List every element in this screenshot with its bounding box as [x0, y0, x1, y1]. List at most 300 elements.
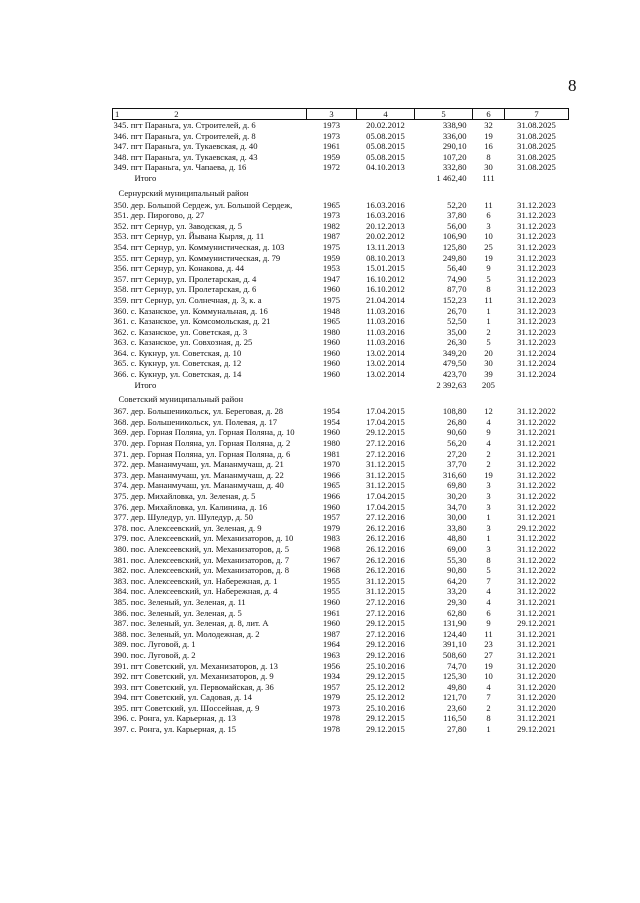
area-cell: 33,20 — [447, 586, 467, 597]
column-number: 7 — [505, 109, 569, 120]
count-cell: 6 — [486, 210, 491, 221]
end-date-cell: 31.12.2023 — [517, 241, 556, 252]
count-cell: 4 — [486, 596, 491, 607]
count-cell: 30 — [484, 358, 493, 369]
table-row — [113, 348, 569, 359]
table-row — [113, 162, 569, 173]
year-cell: 1960 — [322, 347, 341, 358]
count-cell: 11 — [484, 199, 493, 210]
table-row — [113, 358, 569, 369]
area-cell: 332,80 — [442, 162, 467, 173]
end-date-cell: 31.12.2023 — [517, 273, 556, 284]
date-cell: 15.01.2015 — [366, 263, 405, 274]
address-cell: 348. пгт Параньга, ул. Тукаевская, д. 43 — [113, 151, 258, 162]
end-date-cell: 31.12.2023 — [517, 210, 556, 221]
end-date-cell: 31.12.2023 — [517, 337, 556, 348]
address-cell: 373. дер. Мананмучаш, ул. Мананмучаш, д. 22 — [113, 469, 284, 480]
year-cell: 1967 — [322, 554, 341, 565]
table-row — [113, 597, 569, 608]
table-row — [113, 221, 569, 232]
area-cell: 29,30 — [447, 596, 467, 607]
table-row — [113, 565, 569, 576]
date-cell: 25.12.2012 — [366, 692, 405, 703]
address-cell: 377. дер. Шуледур, ул. Шуледур, д. 50 — [113, 512, 253, 523]
table-row — [113, 449, 569, 460]
area-cell: 391,10 — [442, 639, 467, 650]
area-cell: 508,60 — [442, 649, 467, 660]
date-cell: 31.12.2015 — [366, 469, 405, 480]
year-cell: 1965 — [322, 316, 341, 327]
table-row — [113, 274, 569, 285]
region-heading-row — [113, 184, 569, 200]
address-cell: Итого — [134, 379, 157, 390]
count-cell: 3 — [486, 480, 491, 491]
date-cell: 04.10.2013 — [366, 162, 405, 173]
area-cell: 106,90 — [442, 231, 467, 242]
area-cell: 23,60 — [447, 702, 467, 713]
date-cell: 05.08.2015 — [366, 130, 405, 141]
count-cell: 4 — [486, 438, 491, 449]
date-cell: 25.10.2016 — [366, 660, 405, 671]
table-row — [113, 629, 569, 640]
date-cell: 13.02.2014 — [366, 358, 405, 369]
count-cell: 2 — [486, 448, 491, 459]
area-cell: 48,80 — [447, 533, 467, 544]
table-row — [113, 692, 569, 703]
end-date-cell: 31.12.2021 — [517, 596, 556, 607]
date-cell: 26.12.2016 — [366, 522, 405, 533]
count-cell: 3 — [486, 522, 491, 533]
end-date-cell: 31.12.2024 — [517, 369, 556, 380]
end-date-cell: 31.12.2022 — [517, 406, 556, 417]
count-cell: 8 — [486, 554, 491, 565]
date-cell: 27.12.2016 — [366, 438, 405, 449]
date-cell: 17.04.2015 — [366, 406, 405, 417]
count-cell: 2 — [486, 702, 491, 713]
year-cell: 1954 — [322, 406, 341, 417]
count-cell: 16 — [484, 141, 493, 152]
column-number: 5 — [415, 109, 473, 120]
address-cell: 384. пос. Алексеевский, ул. Набережная, д. 4 — [113, 586, 278, 597]
table-row — [113, 141, 569, 152]
address-cell: 359. пгт Сернур, ул. Солнечная, д. 3, к. а — [113, 294, 262, 305]
end-date-cell: 31.12.2021 — [517, 713, 556, 724]
date-cell: 20.02.2012 — [366, 231, 405, 242]
address-cell: 380. пос. Алексеевский, ул. Механизаторов, д. 5 — [113, 543, 289, 554]
table-row — [113, 200, 569, 211]
year-cell: 1972 — [322, 162, 341, 173]
date-cell: 27.12.2016 — [366, 607, 405, 618]
address-cell: 374. дер. Мананмучаш, ул. Мананмучаш, д. 40 — [113, 480, 284, 491]
end-date-cell: 31.12.2022 — [517, 469, 556, 480]
end-date-cell: 31.12.2022 — [517, 575, 556, 586]
year-cell: 1979 — [322, 522, 341, 533]
year-cell: 1960 — [322, 596, 341, 607]
date-cell: 26.12.2016 — [366, 533, 405, 544]
table-row — [113, 459, 569, 470]
page-number: 8 — [568, 76, 577, 95]
year-cell: 1965 — [322, 480, 341, 491]
count-cell: 12 — [484, 406, 493, 417]
year-cell: 1960 — [322, 358, 341, 369]
table-row — [113, 533, 569, 544]
end-date-cell: 31.12.2020 — [517, 702, 556, 713]
date-cell: 26.12.2016 — [366, 565, 405, 576]
address-cell: 375. дер. Михайловка, ул. Зеленая, д. 5 — [113, 491, 256, 501]
area-cell: 87,70 — [447, 284, 467, 295]
end-date-cell: 31.12.2022 — [517, 533, 556, 544]
date-cell: 11.03.2016 — [366, 316, 405, 327]
year-cell: 1966 — [322, 491, 341, 501]
count-cell: 111 — [482, 172, 495, 183]
area-cell: 108,80 — [442, 406, 467, 417]
table-row — [113, 608, 569, 619]
address-cell: 392. пгт Советский, ул. Механизаторов, д. 9 — [113, 671, 274, 682]
count-cell: 2 — [486, 459, 491, 470]
table-row — [113, 555, 569, 566]
table-row — [113, 480, 569, 491]
end-date-cell: 31.12.2023 — [517, 326, 556, 337]
date-cell: 29.12.2015 — [366, 427, 405, 438]
area-cell: 349,20 — [442, 347, 467, 358]
end-date-cell: 31.12.2022 — [517, 554, 556, 565]
date-cell: 26.12.2016 — [366, 543, 405, 554]
end-date-cell: 31.12.2021 — [517, 639, 556, 650]
table-row — [113, 544, 569, 555]
count-cell: 205 — [482, 379, 495, 390]
address-cell: Итого — [134, 172, 157, 183]
year-cell: 1960 — [322, 427, 341, 438]
area-cell: 90,80 — [447, 565, 467, 576]
year-cell: 1980 — [322, 438, 341, 449]
table-row — [113, 639, 569, 650]
end-date-cell: 31.12.2021 — [517, 628, 556, 639]
count-cell: 9 — [486, 427, 491, 438]
year-cell: 1959 — [322, 252, 341, 263]
table-row — [113, 316, 569, 327]
address-cell: 370. дер. Горная Поляна, ул. Горная Поляна, д. 2 — [113, 438, 291, 449]
table-row — [113, 512, 569, 523]
address-cell: 366. с. Кукнур, ул. Советская, д. 14 — [113, 369, 242, 380]
date-cell: 29.12.2015 — [366, 724, 405, 735]
area-cell: 52,20 — [447, 199, 467, 210]
area-cell: 55,30 — [447, 554, 467, 565]
column-number: 4 — [357, 109, 415, 120]
area-cell: 74,70 — [447, 660, 467, 671]
area-cell: 69,00 — [447, 543, 467, 554]
date-cell: 29.12.2015 — [366, 671, 405, 682]
area-cell: 56,40 — [447, 263, 467, 274]
count-cell: 8 — [486, 284, 491, 295]
year-cell: 1948 — [322, 305, 341, 316]
table-row — [113, 586, 569, 597]
end-date-cell: 31.12.2023 — [517, 263, 556, 274]
year-cell: 1955 — [322, 586, 341, 597]
address-cell: 345. пгт Параньга, ул. Строителей, д. 6 — [113, 120, 256, 130]
date-cell: 16.03.2016 — [366, 199, 405, 210]
area-cell: 152,23 — [442, 294, 467, 305]
end-date-cell: 31.08.2025 — [517, 120, 556, 130]
region-heading-row — [113, 390, 569, 406]
year-cell: 1954 — [322, 416, 341, 427]
area-cell: 423,70 — [442, 369, 467, 380]
table-row — [113, 337, 569, 348]
end-date-cell: 31.12.2023 — [517, 252, 556, 263]
date-cell: 27.12.2016 — [366, 628, 405, 639]
address-cell: 378. пос. Алексеевский, ул. Зеленая, д. 9 — [113, 522, 262, 533]
area-cell: 26,70 — [447, 305, 467, 316]
date-cell: 11.03.2016 — [366, 305, 405, 316]
end-date-cell: 31.12.2021 — [517, 649, 556, 660]
address-cell: 389. пос. Луговой, д. 1 — [113, 639, 196, 650]
table-row — [113, 152, 569, 163]
count-cell: 19 — [484, 130, 493, 141]
total-row — [113, 380, 569, 391]
end-date-cell: 31.12.2022 — [517, 543, 556, 554]
count-cell: 30 — [484, 162, 493, 173]
area-cell: 69,80 — [447, 480, 467, 491]
date-cell: 13.02.2014 — [366, 369, 405, 380]
table-row — [113, 284, 569, 295]
date-cell: 31.12.2015 — [366, 586, 405, 597]
end-date-cell: 31.12.2023 — [517, 316, 556, 327]
year-cell: 1987 — [322, 231, 341, 242]
area-cell: 26,80 — [447, 416, 467, 427]
date-cell: 17.04.2015 — [366, 416, 405, 427]
end-date-cell: 31.12.2021 — [517, 427, 556, 438]
address-cell: 351. дер. Пирогово, д. 27 — [113, 210, 205, 221]
end-date-cell: 31.08.2025 — [517, 130, 556, 141]
table-row — [113, 618, 569, 629]
date-cell: 27.12.2016 — [366, 596, 405, 607]
area-cell: 336,00 — [442, 130, 467, 141]
area-cell: 90,60 — [447, 427, 467, 438]
address-cell: 354. пгт Сернур, ул. Коммунистическая, д. 103 — [113, 241, 285, 252]
date-cell: 16.10.2012 — [366, 284, 405, 295]
address-cell: 360. с. Казанское, ул. Коммунальная, д. 16 — [113, 305, 268, 316]
date-cell: 27.12.2016 — [366, 512, 405, 523]
area-cell: 249,80 — [442, 252, 467, 263]
year-cell: 1960 — [322, 618, 341, 629]
table-row — [113, 231, 569, 242]
count-cell: 3 — [486, 491, 491, 501]
area-cell: 56,20 — [447, 438, 467, 449]
count-cell: 5 — [486, 273, 491, 284]
date-cell: 11.03.2016 — [366, 337, 405, 348]
table-row — [113, 713, 569, 724]
year-cell: 1960 — [322, 369, 341, 380]
table-row — [113, 263, 569, 274]
column-number: 3 — [307, 109, 357, 120]
column-number-row — [113, 109, 569, 120]
address-cell: 397. с. Ронга, ул. Карьерная, д. 15 — [113, 724, 237, 735]
count-cell: 11 — [484, 294, 493, 305]
area-cell: 338,90 — [442, 120, 467, 130]
address-cell: 346. пгт Параньга, ул. Строителей, д. 8 — [113, 130, 256, 141]
date-cell: 29.12.2015 — [366, 618, 405, 629]
end-date-cell: 31.12.2021 — [517, 448, 556, 459]
table-row — [113, 306, 569, 317]
count-cell: 9 — [486, 263, 491, 274]
address-cell: 394. пгт Советский, ул. Садовая, д. 14 — [113, 692, 252, 703]
date-cell: 05.08.2015 — [366, 151, 405, 162]
area-cell: 56,00 — [447, 220, 467, 231]
count-cell: 11 — [484, 628, 493, 639]
count-cell: 10 — [484, 671, 493, 682]
address-cell: 352. пгт Сернур, ул. Заводская, д. 5 — [113, 220, 243, 231]
year-cell: 1934 — [322, 671, 341, 682]
area-cell: 1 462,40 — [436, 172, 467, 183]
area-cell: 62,80 — [447, 607, 467, 618]
table-row — [113, 253, 569, 264]
address-cell: 365. с. Кукнур, ул. Советская, д. 12 — [113, 358, 242, 369]
count-cell: 7 — [486, 692, 491, 703]
date-cell: 29.12.2015 — [366, 713, 405, 724]
count-cell: 19 — [484, 252, 493, 263]
count-cell: 25 — [484, 241, 493, 252]
count-cell: 2 — [486, 326, 491, 337]
count-cell: 9 — [486, 618, 491, 629]
year-cell: 1973 — [322, 210, 341, 221]
address-cell: 395. пгт Советский, ул. Шоссейная, д. 9 — [113, 702, 260, 713]
end-date-cell: 31.12.2023 — [517, 199, 556, 210]
end-date-cell: 29.12.2022 — [517, 522, 556, 533]
table-row — [113, 650, 569, 661]
end-date-cell: 31.12.2022 — [517, 565, 556, 576]
year-cell: 1960 — [322, 501, 341, 512]
count-cell: 1 — [486, 533, 491, 544]
year-cell: 1959 — [322, 151, 341, 162]
total-row — [113, 173, 569, 184]
year-cell: 1955 — [322, 575, 341, 586]
region-heading: Советский муниципальный район — [118, 394, 244, 405]
year-cell: 1960 — [322, 337, 341, 348]
address-cell: 396. с. Ронга, ул. Карьерная, д. 13 — [113, 713, 237, 724]
end-date-cell: 31.12.2021 — [517, 512, 556, 523]
count-cell: 8 — [486, 713, 491, 724]
table-row — [113, 131, 569, 142]
address-cell: 393. пгт Советский, ул. Первомайская, д. 36 — [113, 681, 274, 692]
table-row — [113, 406, 569, 417]
year-cell: 1973 — [322, 120, 341, 130]
area-cell: 125,30 — [442, 671, 467, 682]
address-cell: 387. пос. Зеленый, ул. Зеленая, д. 8, лит. А — [113, 618, 269, 629]
end-date-cell: 31.12.2020 — [517, 681, 556, 692]
year-cell: 1965 — [322, 199, 341, 210]
year-cell: 1970 — [322, 459, 341, 470]
year-cell: 1975 — [322, 294, 341, 305]
end-date-cell: 29.12.2021 — [517, 618, 556, 629]
column-number: 6 — [473, 109, 505, 120]
address-cell: 355. пгт Сернур, ул. Коммунистическая, д. 79 — [113, 252, 281, 263]
table-row — [113, 470, 569, 481]
date-cell — [357, 380, 415, 391]
year-cell: 1947 — [322, 273, 341, 284]
area-cell: 124,40 — [442, 628, 467, 639]
count-cell: 4 — [486, 681, 491, 692]
count-cell: 5 — [486, 565, 491, 576]
end-date-cell: 31.08.2025 — [517, 151, 556, 162]
table-row — [113, 417, 569, 428]
year-cell: 1973 — [322, 702, 341, 713]
end-date-cell: 31.12.2023 — [517, 220, 556, 231]
year-cell: 1978 — [322, 713, 341, 724]
table-row — [113, 671, 569, 682]
date-cell: 17.04.2015 — [366, 501, 405, 512]
count-cell: 19 — [484, 660, 493, 671]
year-cell: 1957 — [322, 512, 341, 523]
address-cell: 379. пос. Алексеевский, ул. Механизаторов, д. 10 — [113, 533, 294, 544]
year-cell: 1975 — [322, 241, 341, 252]
region-heading: Сернурский муниципальный район — [118, 187, 249, 198]
end-date-cell: 31.12.2020 — [517, 660, 556, 671]
year-cell: 1978 — [322, 724, 341, 735]
area-cell: 316,60 — [442, 469, 467, 480]
year-cell: 1968 — [322, 565, 341, 576]
date-cell: 21.04.2014 — [366, 294, 405, 305]
address-cell: 368. дер. Большеникольск, ул. Полевая, д. 17 — [113, 416, 278, 427]
count-cell: 7 — [486, 575, 491, 586]
address-cell: 367. дер. Большеникольск, ул. Береговая, д. 28 — [113, 406, 284, 417]
end-date-cell: 31.12.2023 — [517, 284, 556, 295]
end-date-cell: 29.12.2021 — [517, 724, 556, 735]
count-cell: 10 — [484, 231, 493, 242]
date-cell: 31.12.2015 — [366, 480, 405, 491]
table-row — [113, 427, 569, 438]
year-cell: 1979 — [322, 692, 341, 703]
end-date-cell: 31.12.2024 — [517, 358, 556, 369]
table-row — [113, 576, 569, 587]
address-cell: 371. дер. Горная Поляна, ул. Горная Поляна, д. 6 — [113, 448, 291, 459]
area-cell: 2 392,63 — [436, 379, 467, 390]
count-cell: 3 — [486, 543, 491, 554]
address-cell: 382. пос. Алексеевский, ул. Механизаторов, д. 8 — [113, 565, 289, 576]
year-cell: 1982 — [322, 220, 341, 231]
table-row — [113, 682, 569, 693]
address-cell: 347. пгт Параньга, ул. Тукаевская, д. 40 — [113, 141, 258, 152]
area-cell: 27,20 — [447, 448, 467, 459]
date-cell: 25.12.2012 — [366, 681, 405, 692]
area-cell: 33,80 — [447, 522, 467, 533]
year-cell: 1980 — [322, 326, 341, 337]
area-cell: 479,50 — [442, 358, 467, 369]
date-cell: 27.12.2016 — [366, 448, 405, 459]
address-cell: 356. пгт Сернур, ул. Конакова, д. 44 — [113, 263, 245, 274]
year-cell — [307, 173, 357, 184]
year-cell: 1968 — [322, 543, 341, 554]
table-row — [113, 438, 569, 449]
area-cell: 74,90 — [447, 273, 467, 284]
date-cell — [357, 173, 415, 184]
end-date-cell: 31.08.2025 — [517, 141, 556, 152]
address-cell: 353. пгт Сернур, ул. Йывана Кырля, д. 11 — [113, 231, 265, 242]
count-cell: 20 — [484, 347, 493, 358]
date-cell: 16.10.2012 — [366, 273, 405, 284]
table-row — [113, 703, 569, 714]
area-cell: 30,20 — [447, 491, 467, 501]
end-date-cell: 31.12.2021 — [517, 438, 556, 449]
housing-table — [112, 108, 569, 735]
address-cell: 364. с. Кукнур, ул. Советская, д. 10 — [113, 347, 242, 358]
date-cell: 13.02.2014 — [366, 347, 405, 358]
area-cell: 121,70 — [442, 692, 467, 703]
count-cell: 5 — [486, 337, 491, 348]
area-cell: 37,70 — [447, 459, 467, 470]
address-cell: 349. пгт Параньга, ул. Чапаева, д. 16 — [113, 162, 247, 173]
table-row — [113, 210, 569, 221]
year-cell: 1966 — [322, 469, 341, 480]
end-date-cell: 31.12.2022 — [517, 416, 556, 427]
